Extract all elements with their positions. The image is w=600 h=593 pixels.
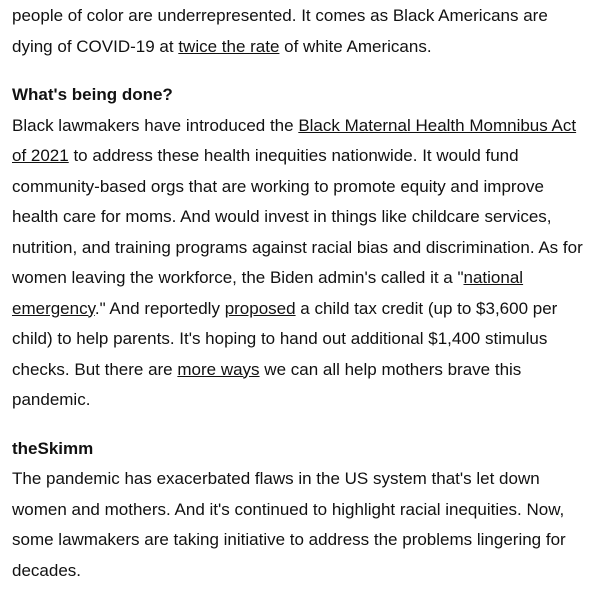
- text-segment: Black lawmakers have introduced the: [12, 115, 299, 135]
- text-segment: we can all help mothers brave this pandemic.: [12, 359, 522, 409]
- national-emergency-link[interactable]: national emergency: [12, 268, 524, 318]
- text-segment: to address these health inequities nationwide. It would fund community-based orgs that are working to promote equity and improve health care for moms. And would invest in things like childcare services, nutrition, and training programs against racial bias and discrimination. As for women leaving the workforce, the Biden admin's called it a ": [12, 146, 583, 287]
- paragraph-theskimm: The pandemic has exacerbated flaws in the US system that's let down women and mothers. And it's continued to highlight racial inequities. Now, some lawmakers are taking initiative to address the problems lingering for decades.: [12, 469, 566, 580]
- section-heading-whats-being-done: What's being done?: [12, 85, 173, 104]
- section-heading-theskimm: theSkimm: [12, 438, 94, 458]
- more-ways-link[interactable]: more ways: [177, 359, 260, 379]
- text-segment: a child tax credit (up to $3,600 per child) to help parents. It's hoping to hand out additional $1,400 stimulus checks. But there are: [12, 298, 558, 379]
- text-segment: of white Americans.: [279, 36, 432, 56]
- twice-the-rate-link[interactable]: twice the rate: [178, 36, 280, 56]
- text-segment: ." And reportedly: [94, 298, 225, 318]
- proposed-link[interactable]: proposed: [224, 298, 296, 318]
- text-segment: people of color are underrepresented. It comes as Black Americans are dying of COVID-19 at: [12, 6, 548, 56]
- paragraph-whats-being-done: [12, 111, 584, 416]
- momnibus-act-link[interactable]: Black Maternal Health Momnibus Act of 2021: [12, 115, 577, 165]
- paragraph-intro: [12, 1, 584, 62]
- article-body: [0, 1, 600, 586]
